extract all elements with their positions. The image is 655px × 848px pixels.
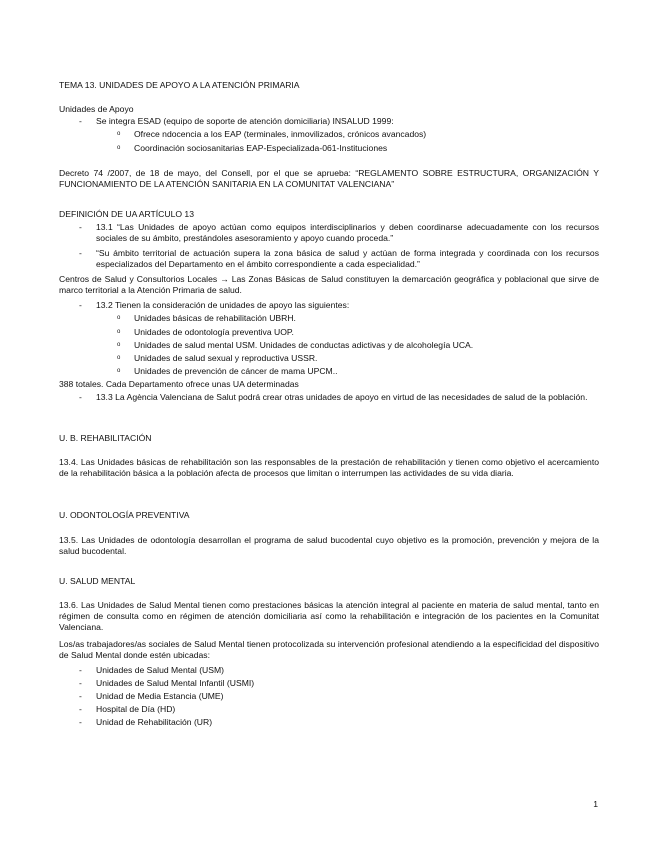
centros-paragraph: Centros de Salud y Consultorios Locales → Las Zonas Básicas de Salud constituyen la demarcación geográfica y poblacional que sirve de marco territorial a la Atención Primaria de salud. xyxy=(59,274,599,295)
dash-bullet: - xyxy=(79,665,82,675)
sub-list-item: Unidades básicas de rehabilitación UBRH. xyxy=(134,313,296,323)
trabajadores-paragraph: Los/as trabajadores/as sociales de Salud Mental tienen protocolizada su intervención profesional atendiendo a la especificidad del dispositivo de Salud Mental donde estén ubicadas: xyxy=(59,639,599,660)
circle-bullet-icon: o xyxy=(117,131,121,137)
list-item: “Su ámbito territorial de actuación supera la zona básica de salud y actúan de forma integrada y coordinada con los recursos especializados del Departamento en el ámbito correspondiente a cada especialidad.” xyxy=(96,248,599,269)
list-item: Unidades de Salud Mental Infantil (USMI) xyxy=(96,678,255,688)
list-item: Unidad de Media Estancia (UME) xyxy=(96,691,224,701)
dash-bullet: - xyxy=(79,691,82,701)
list-item: Se integra ESAD (equipo de soporte de atención domiciliaria) INSALUD 1999: xyxy=(96,116,394,126)
dash-bullet: - xyxy=(79,248,82,258)
list-item: Hospital de Día (HD) xyxy=(96,704,176,714)
sub-list-item: Unidades de salud sexual y reproductiva USSR. xyxy=(134,353,318,363)
totales-line: 388 totales. Cada Departamento ofrece unas UA determinadas xyxy=(59,379,299,389)
circle-bullet-icon: o xyxy=(117,368,121,374)
dash-bullet: - xyxy=(79,300,82,310)
dash-bullet: - xyxy=(79,392,82,402)
dash-bullet: - xyxy=(79,704,82,714)
list-item: Unidades de Salud Mental (USM) xyxy=(96,665,225,675)
list-item: 13.1 “Las Unidades de apoyo actúan como equipos interdisciplinarios y deben coordinarse adecuadamente con los recursos sociales de su ámbito, prestándoles asesoramiento y apoyo cuando proceda.” xyxy=(96,222,599,243)
circle-bullet-icon: o xyxy=(117,315,121,321)
section-heading-salud-mental: U. SALUD MENTAL xyxy=(59,576,136,586)
section-heading-unidades-apoyo: Unidades de Apoyo xyxy=(59,104,134,114)
dash-bullet: - xyxy=(79,222,82,232)
sub-list-item: Coordinación sociosanitarias EAP-Especializada-061-Instituciones xyxy=(134,143,388,153)
dash-bullet: - xyxy=(79,678,82,688)
salud-mental-paragraph: 13.6. Las Unidades de Salud Mental tienen como prestaciones básicas la atención integral al paciente en materia de salud mental, tanto en régimen de consulta como en régimen de atención domiciliaria así como la rehabilitación e integración de los pacientes en la Comunitat Valenciana. xyxy=(59,600,599,632)
dash-bullet: - xyxy=(79,116,82,126)
dash-bullet: - xyxy=(79,717,82,727)
sub-list-item: Unidades de prevención de cáncer de mama UPCM.. xyxy=(134,366,338,376)
list-item: 13.2 Tienen la consideración de unidades de apoyo las siguientes: xyxy=(96,300,350,310)
section-heading-definicion: DEFINICIÓN DE UA ARTÍCULO 13 xyxy=(59,209,194,219)
circle-bullet-icon: o xyxy=(117,355,121,361)
circle-bullet-icon: o xyxy=(117,342,121,348)
sub-list-item: Unidades de salud mental USM. Unidades de conductas adictivas y de alcoholegía UCA. xyxy=(134,340,474,350)
decree-paragraph: Decreto 74 /2007, de 18 de mayo, del Consell, por el que se aprueba: “REGLAMENTO SOBRE ESTRUCTURA, ORGANIZACIÓN Y FUNCIONAMIENTO DE LA ATENCIÓN SANITARIA EN LA COMUNITAT VALENCIANA” xyxy=(59,168,599,189)
list-item: 13.3 La Agència Valenciana de Salut podrá crear otras unidades de apoyo en virtud de las necesidades de salud de la población. xyxy=(96,392,588,402)
section-heading-rehabilitacion: U. B. REHABILITACIÓN xyxy=(59,433,152,443)
sub-list-item: Unidades de odontología preventiva UOP. xyxy=(134,327,294,337)
page-title: TEMA 13. UNIDADES DE APOYO A LA ATENCIÓN PRIMARIA xyxy=(59,80,300,90)
section-heading-odontologia: U. ODONTOLOGÍA PREVENTIVA xyxy=(59,510,190,520)
rehabilitacion-paragraph: 13.4. Las Unidades básicas de rehabilitación son las responsables de la prestación de rehabilitación y tienen como objetivo el acercamiento de la rehabilitación básica a la población afecta de procesos que limitan o interrumpen las actividades de su vida diaria. xyxy=(59,457,599,478)
odontologia-paragraph: 13.5. Las Unidades de odontología desarrollan el programa de salud bucodental cuyo objetivo es la promoción, prevención y mejora de la salud bucodental. xyxy=(59,535,599,556)
circle-bullet-icon: o xyxy=(117,329,121,335)
page-number: 1 xyxy=(593,799,598,809)
sub-list-item: Ofrece ndocencia a los EAP (terminales, inmovilizados, crónicos avancados) xyxy=(134,129,427,139)
circle-bullet-icon: o xyxy=(117,145,121,151)
list-item: Unidad de Rehabilitación (UR) xyxy=(96,717,213,727)
